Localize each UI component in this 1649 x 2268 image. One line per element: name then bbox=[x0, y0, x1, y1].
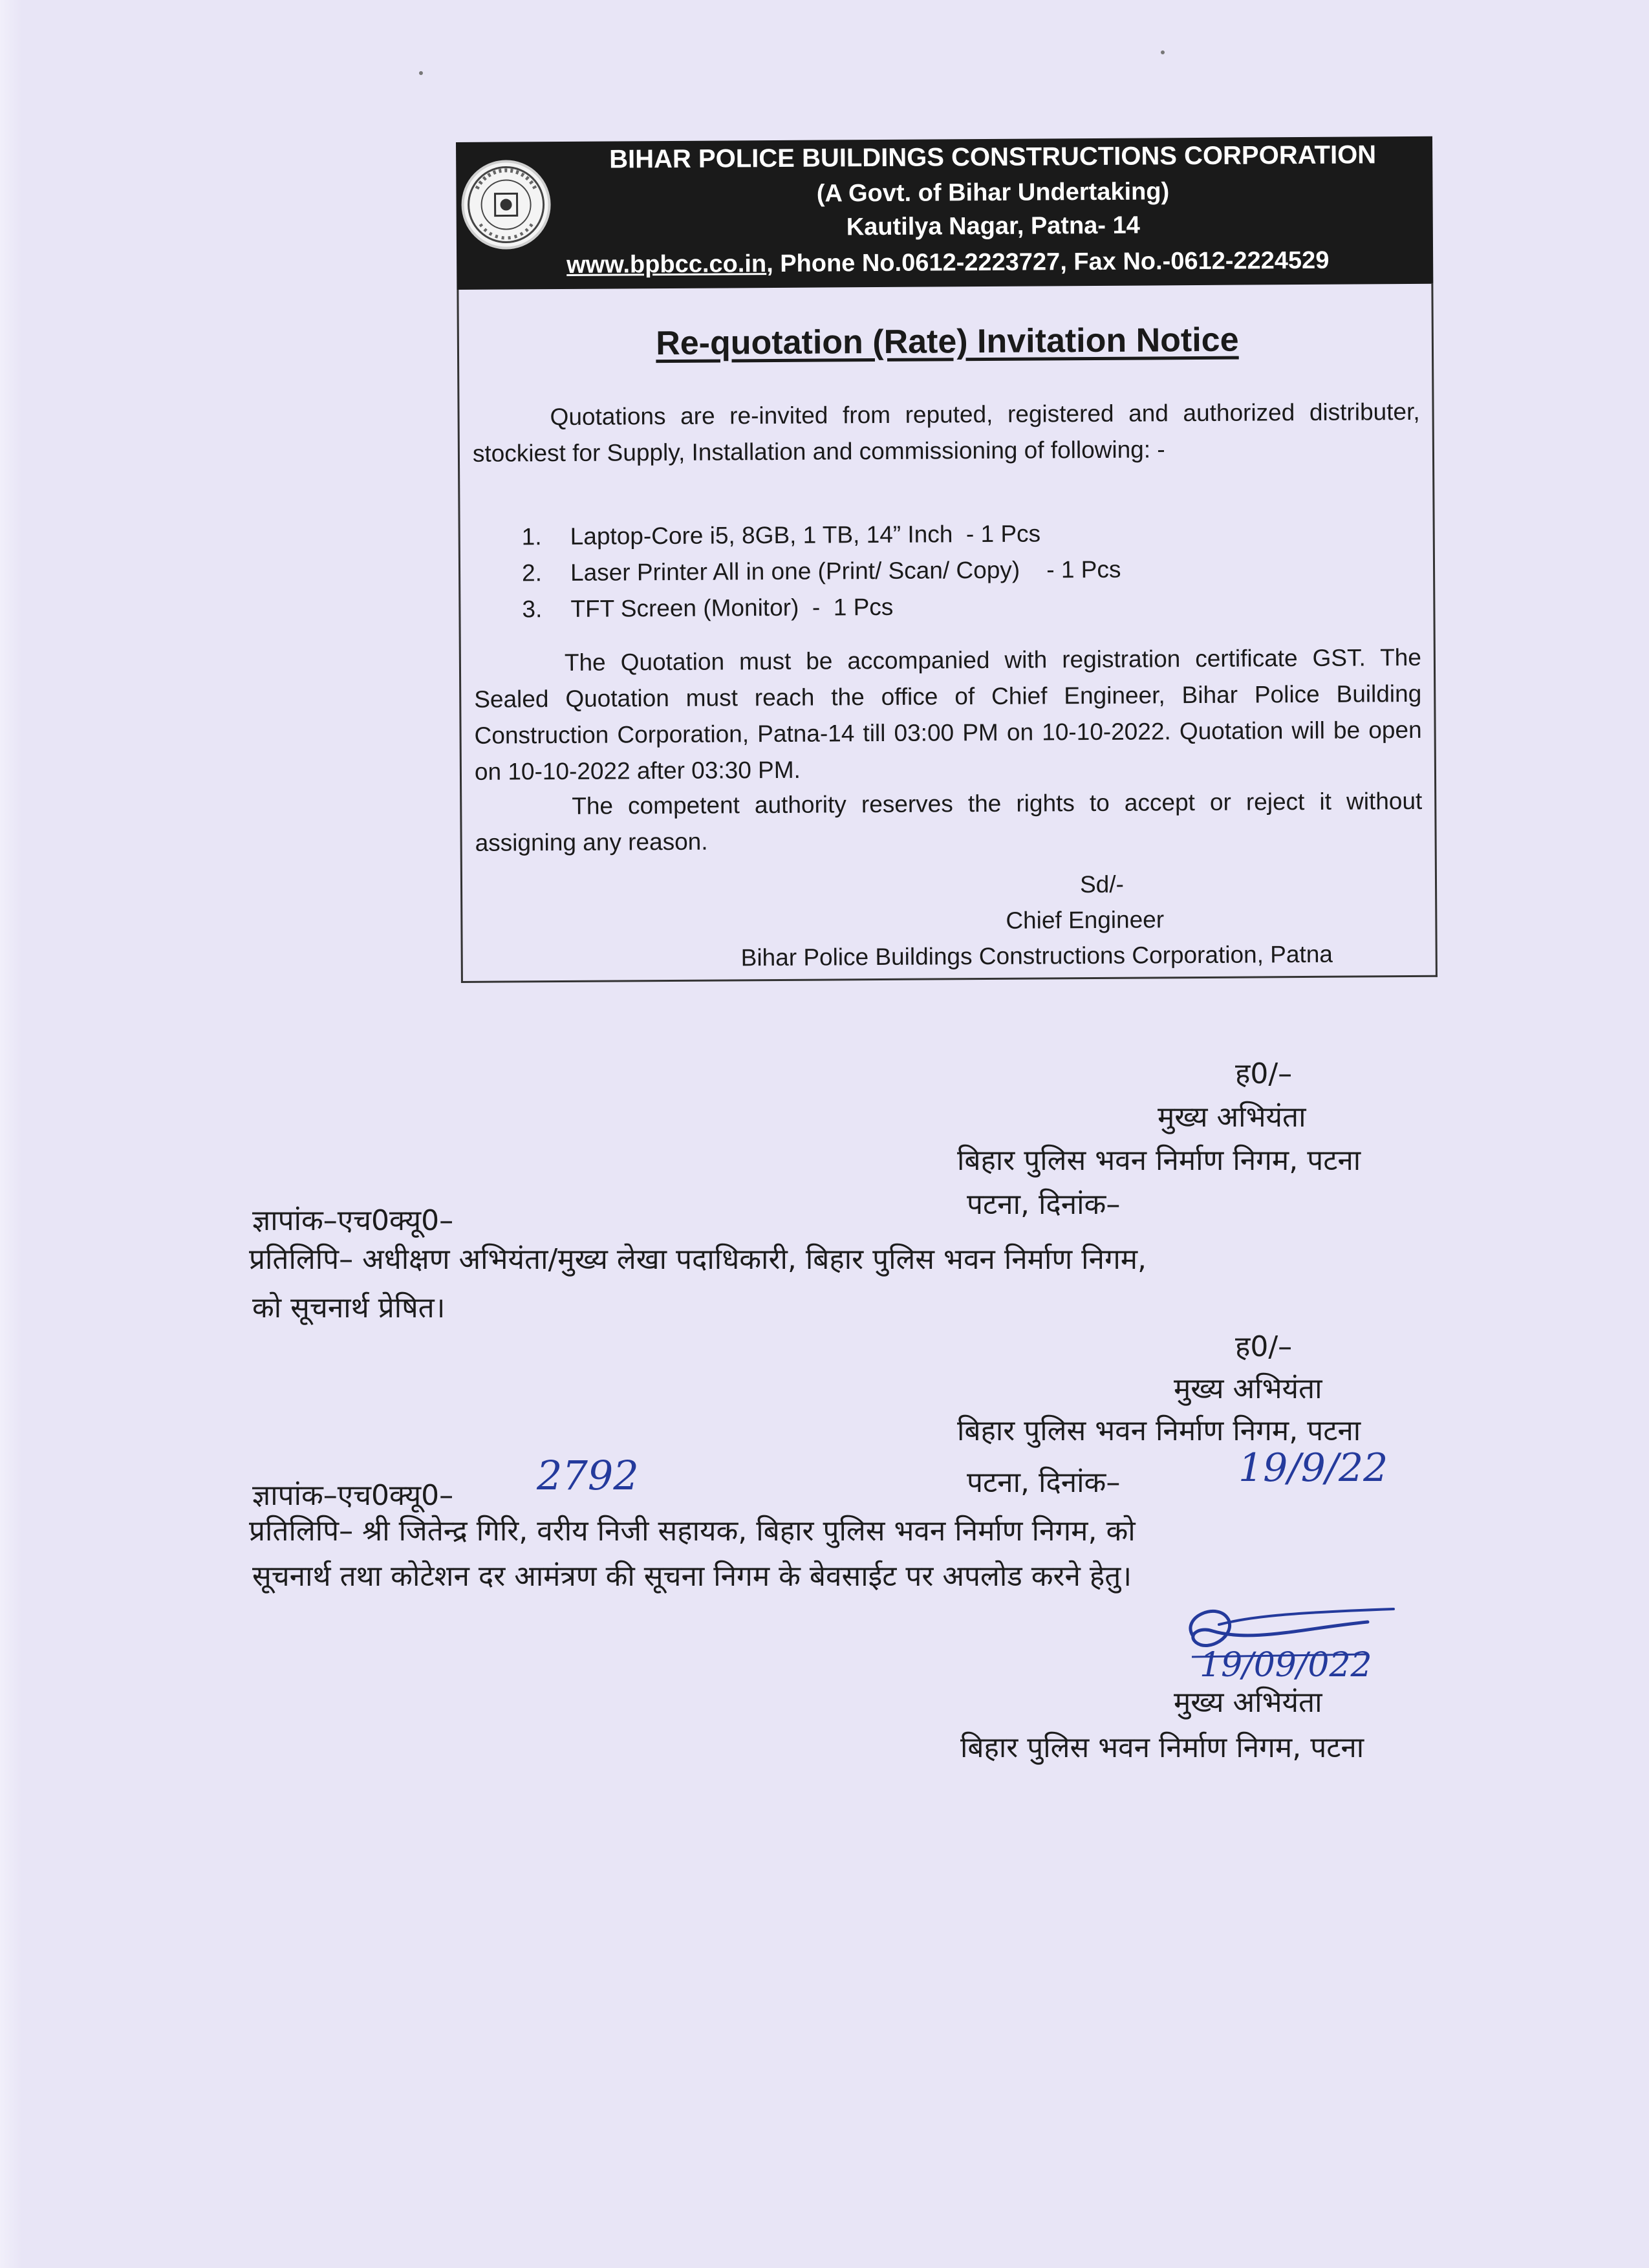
org-name: BIHAR POLICE BUILDINGS CONSTRUCTIONS CORPORATION bbox=[609, 140, 1377, 174]
hindi-date-label-2: पटना, दिनांक– bbox=[967, 1466, 1121, 1499]
corporation-seal-icon bbox=[461, 160, 551, 250]
items-list bbox=[522, 515, 1121, 628]
hindi-date-label-1: पटना, दिनांक– bbox=[967, 1188, 1121, 1221]
hindi-memo-1: ज्ञापांक–एच0क्यू0– bbox=[252, 1204, 454, 1237]
item-number: 2. bbox=[521, 559, 543, 587]
signatory-designation: Chief Engineer bbox=[1006, 906, 1165, 934]
list-item bbox=[522, 588, 1121, 628]
hindi-office-2: बिहार पुलिस भवन निर्माण निगम, पटना bbox=[957, 1414, 1361, 1447]
scan-speck bbox=[1161, 50, 1165, 54]
hindi-designation-final: मुख्य अभियंता bbox=[1174, 1686, 1322, 1719]
sd-mark: Sd/- bbox=[1079, 870, 1125, 898]
org-undertaking: (A Govt. of Bihar Undertaking) bbox=[816, 178, 1170, 208]
org-address: Kautilya Nagar, Patna- 14 bbox=[846, 211, 1140, 241]
hindi-copy-2-line2: सूचनार्थ तथा कोटेशन दर आमंत्रण की सूचना निगम के बेवसाईट पर अपलोड करने हेतु। bbox=[252, 1560, 1132, 1593]
notice-title: Re-quotation (Rate) Invitation Notice bbox=[656, 321, 1239, 363]
hindi-copy-2-line1: प्रतिलिपि– श्री जितेन्द्र गिरि, वरीय निजी सहायक, बिहार पुलिस भवन निर्माण निगम, को bbox=[249, 1515, 1136, 1548]
website-link[interactable]: www.bpbcc.co.in bbox=[566, 250, 767, 279]
notice-box bbox=[456, 136, 1438, 983]
notice-rights: The competent authority reserves the rights to accept or reject it without assigning any reason. bbox=[475, 787, 1423, 856]
hindi-copy-1-line1: प्रतिलिपि– अधीक्षण अभियंता/मुख्य लेखा पदाधिकारी, बिहार पुलिस भवन निर्माण निगम, bbox=[249, 1243, 1147, 1276]
item-number: 1. bbox=[521, 523, 542, 550]
hindi-memo-2: ज्ञापांक–एच0क्यू0– bbox=[252, 1479, 454, 1512]
notice-body bbox=[457, 284, 1438, 983]
notice-intro: Quotations are re-invited from reputed, registered and authorized distributer, stockiest for Supply, Installation and commissioning of following: - bbox=[472, 398, 1420, 467]
list-item bbox=[522, 515, 1121, 556]
item-text: TFT Screen (Monitor) - 1 Pcs bbox=[570, 593, 894, 622]
phone-fax: , Phone No.0612-2223727, Fax No.-0612-2224529 bbox=[766, 246, 1330, 278]
item-text: Laptop-Core i5, 8GB, 1 TB, 14” Inch - 1 Pcs bbox=[570, 520, 1041, 550]
handwritten-date: 19/9/22 bbox=[1238, 1445, 1388, 1491]
hindi-sd-2: ह0/– bbox=[1235, 1330, 1293, 1363]
hindi-designation-1: मुख्य अभियंता bbox=[1158, 1101, 1306, 1134]
list-item bbox=[522, 552, 1121, 592]
scan-speck bbox=[419, 71, 423, 75]
handwritten-memo-number: 2792 bbox=[537, 1452, 639, 1499]
hindi-designation-2: मुख्य अभियंता bbox=[1174, 1372, 1322, 1405]
notice-conditions: The Quotation must be accompanied with registration certificate GST. The Sealed Quotation must reach the office of Chief Engineer, Bihar Police Building Construction Corporation, Patna-14 till 03:00 PM on 10-10-2022. Quotation will be open on 10-10-2022 after 03:30 PM. bbox=[474, 643, 1422, 785]
item-number: 3. bbox=[522, 596, 543, 623]
org-contact-line bbox=[566, 246, 1433, 279]
hindi-office-final: बिहार पुलिस भवन निर्माण निगम, पटना bbox=[960, 1731, 1364, 1764]
item-text: Laser Printer All in one (Print/ Scan/ Copy) - 1 Pcs bbox=[570, 556, 1121, 586]
hindi-office-1: बिहार पुलिस भवन निर्माण निगम, पटना bbox=[957, 1144, 1361, 1177]
letterhead bbox=[456, 136, 1433, 290]
signature-date: 19/09/022 bbox=[1200, 1646, 1372, 1685]
hindi-sd-1: ह0/– bbox=[1235, 1057, 1293, 1090]
hindi-copy-1-line2: को सूचनार्थ प्रेषित। bbox=[252, 1291, 446, 1324]
signatory-office: Bihar Police Buildings Constructions Corporation, Patna bbox=[740, 940, 1333, 971]
